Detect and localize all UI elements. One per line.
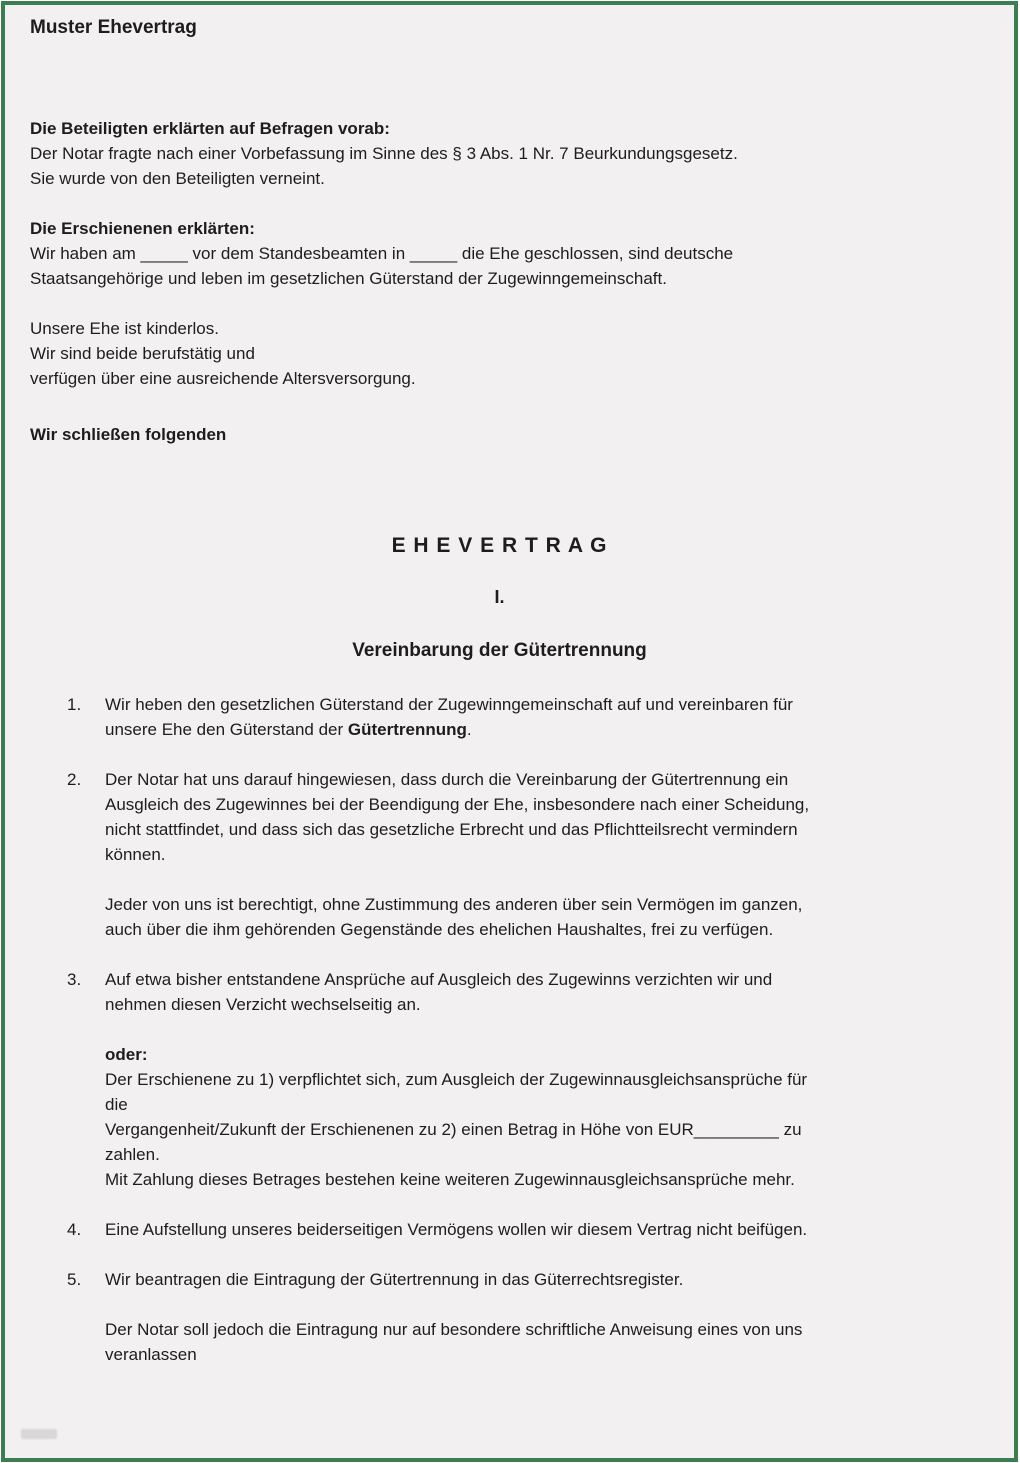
paragraph-line: Der Notar hat uns darauf hingewiesen, dass durch die Vereinbarung der Gütertrennung ein [105,770,789,789]
paragraph [105,767,969,867]
intro-heading: Die Beteiligten erklärten auf Befragen vorab: [30,119,390,138]
declaration-section [30,216,969,291]
closing-heading: Wir schließen folgenden [30,425,227,444]
intro-section [30,116,969,191]
contract-title: E H E V E R T R A G [391,534,608,557]
declaration-line: Staatsangehörige und leben im gesetzlichen Güterstand der Zugewinngemeinschaft. [30,269,667,288]
paragraph-line [105,717,969,742]
paragraph [105,1317,969,1367]
document-content [5,5,1014,1367]
paragraph-line: zahlen. [105,1145,160,1164]
document-title: Muster Ehevertrag [30,17,197,38]
status-line: Wir sind beide berufstätig und [30,344,255,363]
paragraph-line: Mit Zahlung dieses Betrages bestehen keine weiteren Zugewinnausgleichsansprüche mehr. [105,1170,795,1189]
intro-line: Der Notar fragte nach einer Vorbefassung im Sinne des § 3 Abs. 1 Nr. 7 Beurkundungsgesetz. [30,144,738,163]
paragraph-line: nicht stattfindet, und dass sich das gesetzliche Erbrecht und das Pflichtteilsrecht vermindern [105,820,798,839]
list-item-body [105,692,969,742]
list-item-number: 5. [67,1270,82,1289]
watermark-smudge [21,1429,57,1439]
alternative-clause [105,1042,969,1192]
list-item-body [105,967,969,1192]
list-item-4 [30,1217,969,1242]
paragraph [105,1217,969,1242]
status-section [30,316,969,391]
paragraph-line: Jeder von uns ist berechtigt, ohne Zustimmung des anderen über sein Vermögen im ganzen, [105,895,803,914]
paragraph-line: nehmen diesen Verzicht wechselseitig an. [105,995,421,1014]
section-numeral: I. [494,587,505,607]
status-line: Unsere Ehe ist kinderlos. [30,319,219,338]
paragraph-line: Ausgleich des Zugewinnes bei der Beendigung der Ehe, insbesondere nach einer Scheidung, [105,795,810,814]
paragraph [105,892,969,942]
declaration-line: Wir haben am _____ vor dem Standesbeamten in _____ die Ehe geschlossen, sind deutsche [30,244,734,263]
paragraph-line: auch über die ihm gehörenden Gegenstände des ehelichen Haushaltes, frei zu verfügen. [105,920,774,939]
list-item-body [105,1267,969,1367]
paragraph [105,1267,969,1292]
paragraph-line: Vergangenheit/Zukunft der Erschienenen zu 2) einen Betrag in Höhe von EUR_________ zu [105,1120,802,1139]
paragraph-line: veranlassen [105,1345,197,1364]
paragraph-line: Auf etwa bisher entstandene Ansprüche auf Ausgleich des Zugewinns verzichten wir und [105,970,773,989]
status-line: verfügen über eine ausreichende Altersversorgung. [30,369,416,388]
document-page [1,1,1018,1462]
list-item-3 [30,967,969,1192]
numbered-list [30,692,969,1367]
paragraph-line: Wir beantragen die Eintragung der Gütertrennung in das Güterrechtsregister. [105,1270,684,1289]
paragraph-line: Wir heben den gesetzlichen Güterstand der Zugewinngemeinschaft auf und vereinbaren für [105,695,793,714]
paragraph-line: die [105,1095,128,1114]
bold-term: Gütertrennung [347,720,467,739]
list-item-1 [30,692,969,742]
paragraph [105,692,969,742]
list-item-body [105,767,969,942]
list-item-number: 4. [67,1220,82,1239]
list-item-body [105,1217,969,1242]
list-item-number: 2. [67,770,82,789]
declaration-heading: Die Erschienenen erklärten: [30,219,255,238]
alternative-heading: oder: [105,1045,148,1064]
text-segment: . [466,720,472,739]
list-item-2 [30,767,969,942]
paragraph-line: Der Notar soll jedoch die Eintragung nur auf besondere schriftliche Anweisung eines von uns [105,1320,803,1339]
paragraph [105,967,969,1017]
paragraph-line: Eine Aufstellung unseres beiderseitigen Vermögens wollen wir diesem Vertrag nicht beifügen. [105,1220,808,1239]
section-subtitle: Vereinbarung der Gütertrennung [352,640,647,661]
paragraph-line: können. [105,845,166,864]
paragraph-line: Der Erschienene zu 1) verpflichtet sich, zum Ausgleich der Zugewinnausgleichsansprüche für [105,1070,808,1089]
list-item-number: 1. [67,695,82,714]
list-item-number: 3. [67,970,82,989]
text-segment: unsere Ehe den Güterstand der [105,720,348,739]
list-item-5 [30,1267,969,1367]
intro-line: Sie wurde von den Beteiligten verneint. [30,169,325,188]
